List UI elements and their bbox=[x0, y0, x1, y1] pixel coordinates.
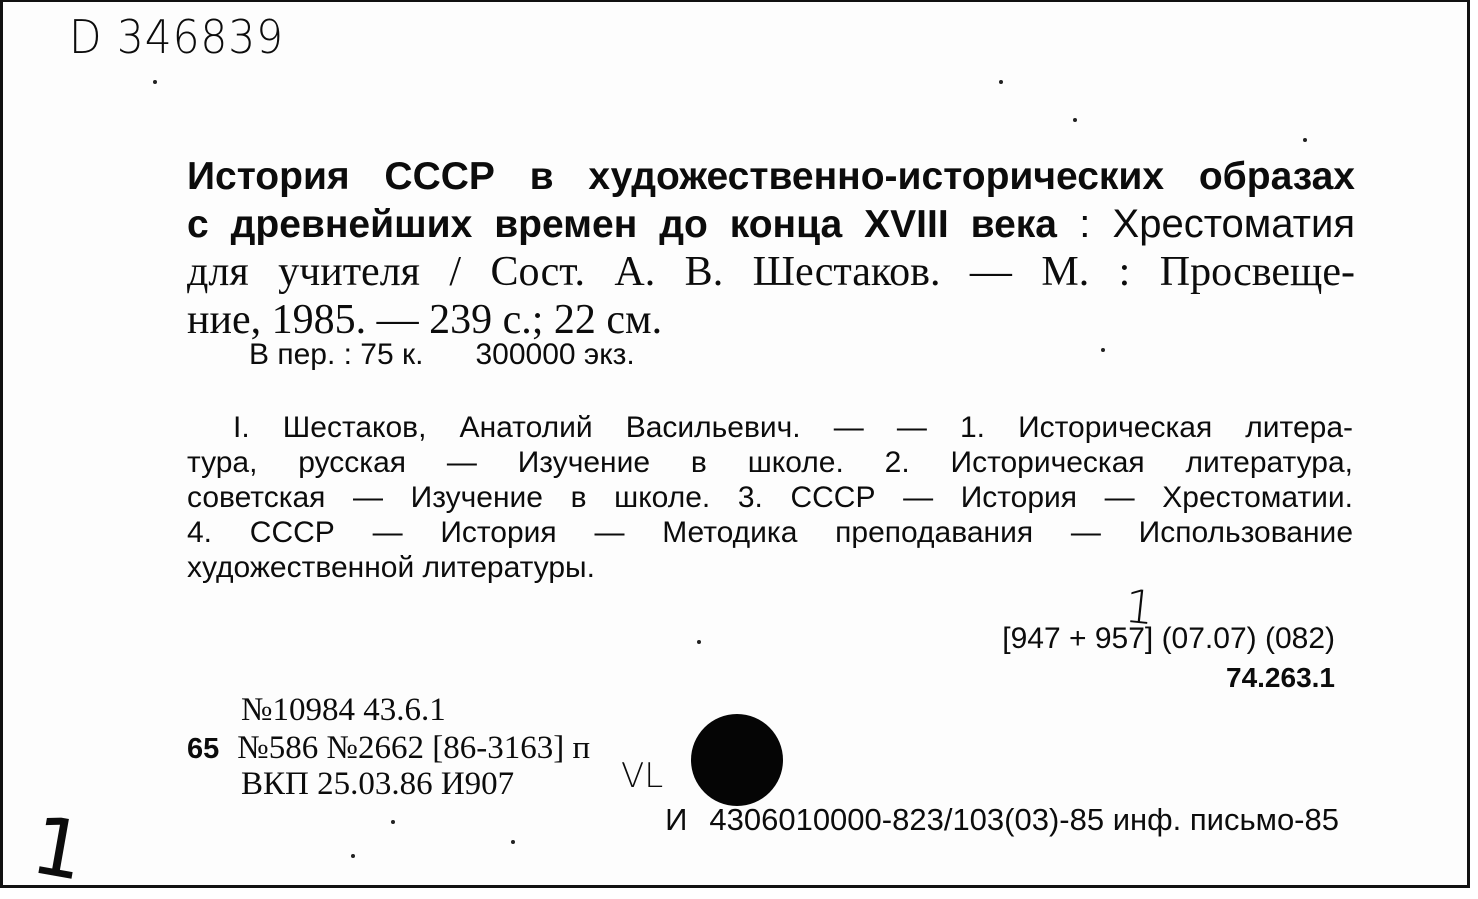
title-line-1: История СССР в художественно-исторических образах bbox=[187, 155, 1355, 198]
scan-speck bbox=[1073, 118, 1077, 122]
price-and-print-run bbox=[249, 338, 635, 372]
subject-line-2: тура, русская — Изучение в школе. 2. Историческая литература, bbox=[187, 446, 1353, 479]
scan-speck bbox=[1101, 348, 1105, 352]
scan-speck bbox=[697, 640, 701, 644]
subject-line-5: художественной литературы. bbox=[187, 551, 595, 584]
title-line-4: ние, 1985. — 239 с.; 22 см. bbox=[187, 297, 663, 343]
subject-line-1: I. Шестаков, Анатолий Васильевич. — — 1. Историческая литера- bbox=[233, 411, 1353, 444]
print-run: 300000 экз. bbox=[475, 338, 635, 371]
registry-prefix: 65 bbox=[187, 733, 220, 765]
subject-line-4: 4. СССР — История — Методика преподавания — Использование bbox=[187, 516, 1353, 549]
title-line-3: для учителя / Сост. А. В. Шестаков. — М. : Просвеще- bbox=[187, 249, 1355, 295]
registry-line-2 bbox=[187, 730, 590, 767]
publisher-index-code: 4306010000-823/103(03)-85 инф. письмо-85 bbox=[709, 802, 1339, 837]
handwritten-mark-top: 1 bbox=[1122, 578, 1158, 636]
handwritten-mark-bottom: 1 bbox=[25, 798, 92, 899]
scan-speck bbox=[153, 80, 157, 84]
binding-price: В пер. : 75 к. bbox=[249, 338, 424, 371]
subject-line-3: советская — Изучение в школе. 3. СССР — История — Хрестоматии. bbox=[187, 481, 1353, 514]
bbk-index: 74.263.1 bbox=[1226, 662, 1335, 693]
bibliographic-entry bbox=[187, 152, 1355, 344]
title-line-2: с древнейших времен до конца XVIII века : Хрестоматия bbox=[187, 202, 1355, 246]
scan-speck bbox=[351, 854, 355, 858]
udc-index: [947 + 957] (07.07) (082) bbox=[1002, 622, 1335, 655]
publisher-index-prefix: И bbox=[665, 802, 688, 837]
call-number: D 346839 bbox=[69, 10, 284, 64]
scan-speck bbox=[511, 840, 515, 844]
punch-hole-mark bbox=[691, 714, 783, 806]
registry-numbers: №586 №2662 [86-3163] п bbox=[237, 730, 591, 766]
scan-speck bbox=[391, 820, 395, 824]
registry-line-1: №10984 43.6.1 bbox=[241, 692, 446, 728]
scan-speck bbox=[999, 80, 1003, 84]
registry-line-3: ВКП 25.03.86 И907 bbox=[241, 766, 515, 802]
scan-speck bbox=[1303, 138, 1307, 142]
subject-headings bbox=[187, 410, 1353, 585]
handwritten-initials: VL bbox=[621, 756, 664, 796]
publisher-index bbox=[665, 802, 1339, 838]
